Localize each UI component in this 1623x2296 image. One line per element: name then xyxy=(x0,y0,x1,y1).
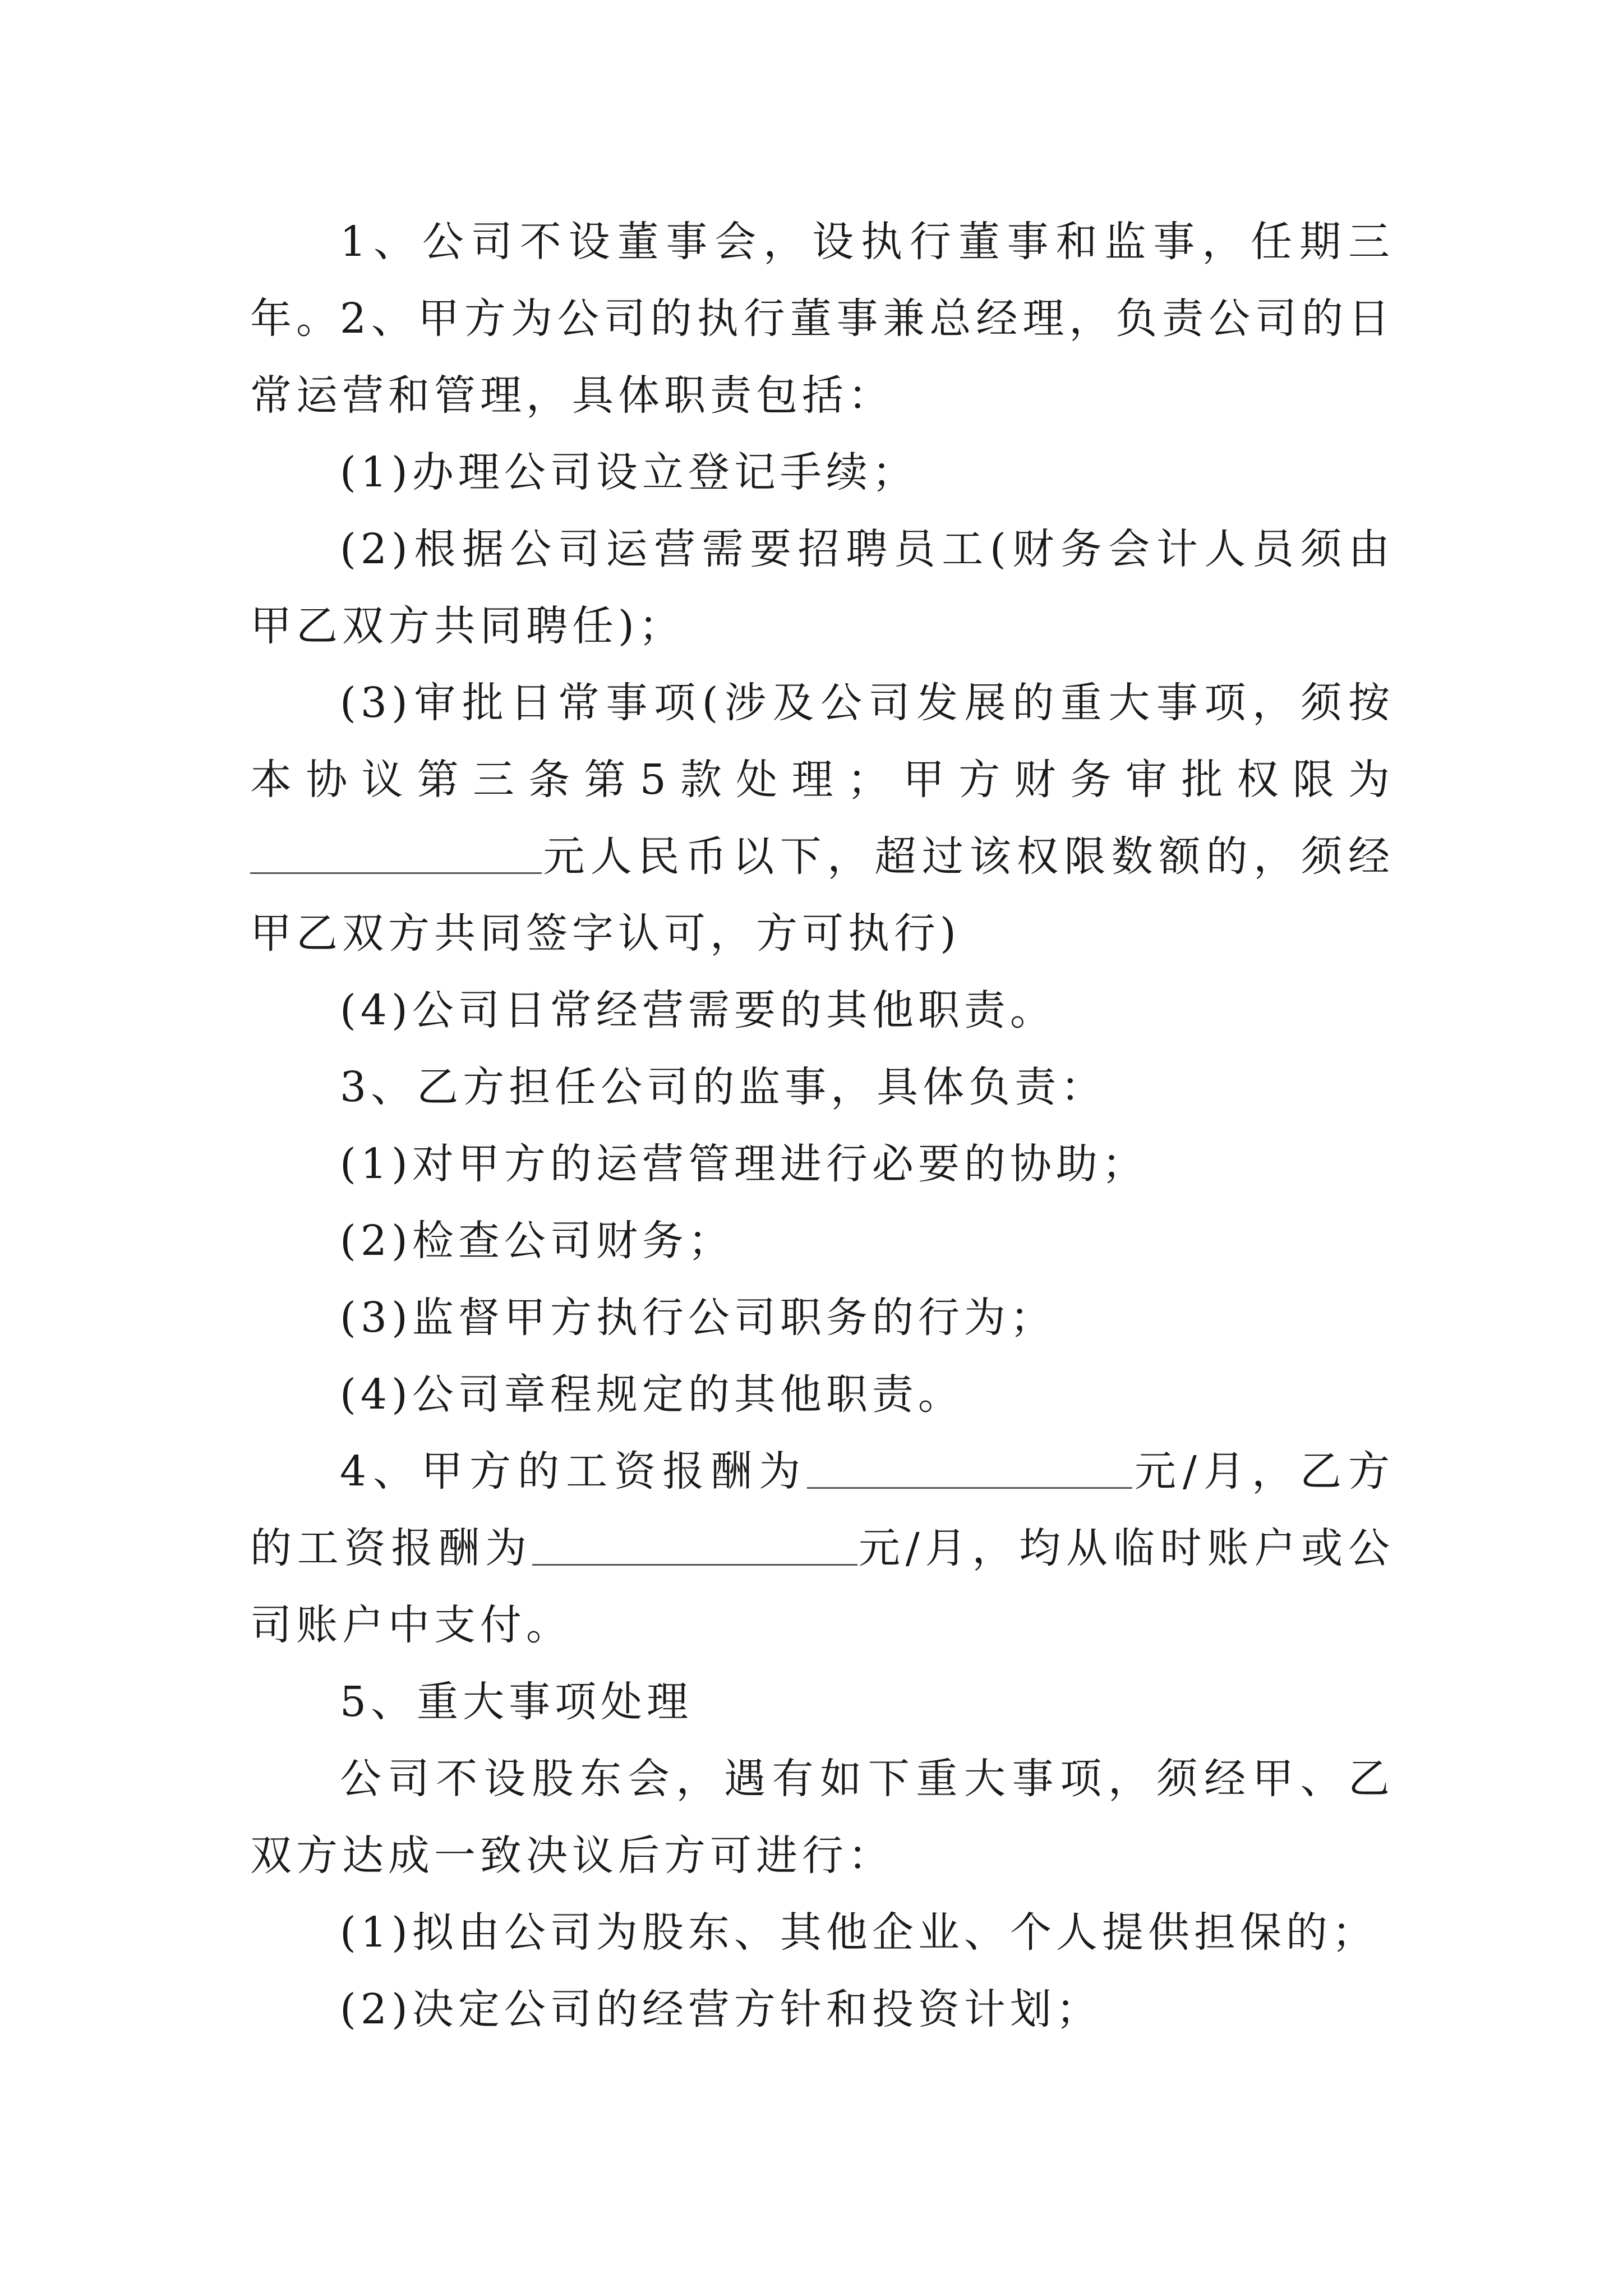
paragraph-8: (1)对甲方的运营管理进行必要的协助； xyxy=(340,1140,1148,1188)
paragraph-13: 5、重大事项处理 xyxy=(340,1678,693,1726)
paragraph-14: 公司不设股东会，遇有如下重大事项，须经甲、乙双方达成一致决议后方可进行： xyxy=(250,1755,1394,1880)
paragraph-3: (1)办理公司设立登记手续； xyxy=(340,448,918,496)
paragraph-12-part-3: 元/月，均从临时账户或公司账户中支付。 xyxy=(250,1524,1395,1649)
paragraph-15: (1)拟由公司为股东、其他企业、个人提供担保的； xyxy=(340,1908,1378,1957)
paragraph-11: (4)公司章程规定的其他职责。 xyxy=(340,1370,964,1419)
paragraph-9: (2)检查公司财务； xyxy=(340,1217,734,1265)
paragraph-7: 3、乙方担任公司的监事，具体负责： xyxy=(340,1063,1107,1111)
paragraph-4: (2)根据公司运营需要招聘员工(财务会计人员须由甲乙双方共同聘任)； xyxy=(250,525,1394,650)
approval-limit-blank xyxy=(250,833,542,874)
paragraph-16: (2)决定公司的经营方针和投资计划； xyxy=(340,1985,1102,2033)
paragraph-12-part-1: 4、甲方的工资报酬为 xyxy=(340,1447,808,1496)
paragraph-12 xyxy=(250,1433,1394,1664)
paragraph-6: (4)公司日常经营需要的其他职责。 xyxy=(340,986,1056,1034)
paragraph-12-part-2: 元/月，乙方的工资报酬为 xyxy=(250,1447,1394,1572)
paragraph-2: 2、甲方为公司的执行董事兼总经理，负责公司的日常运营和管理，具体职责包括： xyxy=(250,295,1394,420)
paragraph-1: 1、公司不设董事会，设执行董事和监事，任期三年。 xyxy=(250,218,1394,343)
paragraph-10: (3)监督甲方执行公司职务的行为； xyxy=(340,1294,1056,1342)
party-b-salary-blank xyxy=(532,1525,857,1566)
paragraph-5 xyxy=(250,665,1394,972)
paragraph-5-part-2: 元人民币以下，超过该权限数额的，须经甲乙双方共同签字认可，方可执行) xyxy=(250,832,1394,958)
paragraph-5-part-1: (3)审批日常事项(涉及公司发展的重大事项，须按本协议第三条第5款处理；甲方财务审批权限为 xyxy=(250,679,1394,804)
party-a-salary-blank xyxy=(807,1448,1132,1489)
